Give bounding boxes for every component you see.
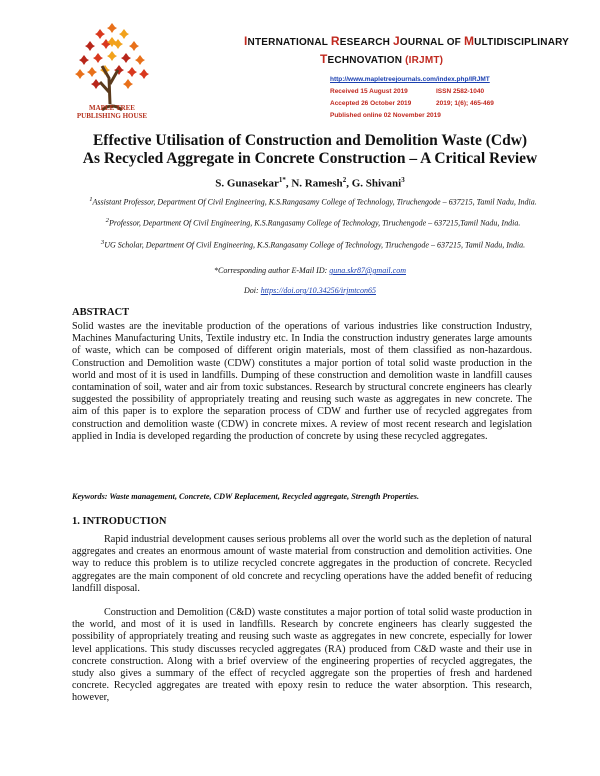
maple-leaf-icon — [107, 51, 117, 61]
maple-leaf-icon — [127, 67, 137, 77]
maple-leaf-icon — [85, 41, 95, 51]
author-separator: , — [346, 177, 352, 190]
author-name: G. Shivani — [351, 177, 402, 190]
maple-leaf-icon — [119, 29, 129, 39]
maple-leaf-icon — [123, 79, 133, 89]
maple-leaf-icon — [95, 29, 105, 39]
doi-label: Doi: — [244, 286, 261, 295]
paper-title — [40, 132, 580, 168]
affiliation-3-marker: 3 — [100, 239, 105, 246]
doi — [40, 286, 580, 295]
maple-leaf-icon — [135, 55, 145, 65]
abstract-heading: ABSTRACT — [72, 307, 130, 318]
journal-name-line1 — [244, 34, 569, 48]
abstract-text: Solid wastes are the inevitable production of the operations of various industries like construction Industry, Machines Manufacturing Units, Textile industry etc. In India the construction industry generates large amounts of waste, which can be composed of different origin materials, most of them classified as non-hazardous. Construction and Demolition waste (CDW) constitutes a major portion of total solid waste production in the world and most of it is used in landfills. Dumping of these construction and demolition waste in landfill causes contamination of soil, water and air from toxic substances. Research by structural concrete engineers has clearly suggested the possibility of appropriately treating and reusing such waste as aggregates in new concrete. The aim of this paper is to explore the separation process of CDW and further use of recycled aggregates from construction and demolition waste (CDW) in concrete mixes. A review of most recent research and legislation applied in India is developed regarding the production of concrete by using these recycled aggregates. — [72, 321, 532, 442]
author-marker: 2 — [342, 176, 347, 184]
introduction-paragraph-1: Rapid industrial development causes serious problems all over the world such as the depletion of natural aggregates and creates an enormous amount of waste material from construction and demolition activities. One way to reduce this problem is to utilize recycled concrete aggregates in the production of concrete. Recycled aggregates are the main component of old concrete and recycling operations have the added benefit of reducing landfill disposal. — [72, 534, 532, 594]
affiliation-3-text: UG Scholar, Department Of Civil Engineering, K.S.Rangasamy College of Technology, Tiruchengode – 637215, Tamil Nadu, India. — [104, 240, 526, 250]
paper-title-line1: Effective Utilisation of Construction and Demolition Waste (Cdw) — [92, 132, 528, 149]
author-name: S. Gunasekar — [215, 177, 279, 190]
author-list — [40, 176, 580, 190]
publisher-name — [62, 104, 162, 120]
journal-word-rest: ESEARCH — [339, 37, 394, 48]
published-date: Published online 02 November 2019 — [330, 112, 441, 119]
introduction-heading: 1. INTRODUCTION — [72, 516, 167, 527]
doi-link[interactable]: https://doi.org/10.34256/irjmtcon65 — [260, 286, 376, 295]
journal-line2-rest: ECHNOVATION — [327, 55, 406, 66]
affiliation-1-text: Assistant Professor, Department Of Civil Engineering, K.S.Rangasamy College of Technology, Tiruchengode – 637215, Tamil Nadu, India. — [92, 197, 537, 207]
journal-word-rest: OURNAL OF — [399, 37, 464, 48]
journal-word-rest: ULTIDISCIPLINARY — [474, 37, 570, 48]
maple-leaf-icon — [107, 23, 117, 33]
affiliation-1 — [78, 195, 548, 208]
keywords: Keywords: Waste management, Concrete, CDW Replacement, Recycled aggregate, Strength Properties. — [72, 492, 420, 501]
journal-name-line2 — [320, 52, 443, 66]
received-date: Received 15 August 2019 — [330, 88, 408, 95]
introduction-paragraph-2: Construction and Demolition (C&D) waste constitutes a major portion of total solid waste production in the world, and most of it is used in landfills. Research by concrete engineers has clearly suggested the possibility of appropriately treating and reusing such waste as aggregates in new concrete, especially for lower level applications. This study discusses recycled aggregates (RA) produced from C&D waste and their use in concrete construction. Along with a brief overview of the engineering properties of recycled aggregates, the study also gives a summary of the effect of recycled aggregate son the properties of fresh and hardened concrete. Recycled aggregates are treated with epoxy resin to reduce the water absorption. This research, however, — [72, 607, 532, 704]
affiliation-2-text: Professor, Department Of Civil Engineering, K.S.Rangasamy College of Technology, Tiruchengode – 637215,Tamil Nadu, India. — [109, 218, 521, 228]
paper-title-line2: As Recycled Aggregate in Concrete Construction – A Critical Review — [82, 150, 538, 167]
author-name: N. Ramesh — [291, 177, 343, 190]
affiliation-2 — [78, 216, 548, 229]
maple-leaf-icon — [121, 53, 131, 63]
journal-word-initial: M — [463, 34, 475, 48]
publisher-name-line1: MAPLE TREE — [89, 104, 135, 112]
journal-line2-initial: T — [320, 52, 328, 66]
journal-word-rest: NTERNATIONAL — [247, 37, 331, 48]
issn: ISSN 2582-1040 — [436, 88, 485, 95]
journal-word-initial: J — [393, 34, 400, 48]
maple-leaf-icon — [91, 79, 101, 89]
author-separator: , — [285, 177, 292, 190]
maple-leaf-icon — [93, 53, 103, 63]
maple-leaf-icon — [139, 69, 149, 79]
corresponding-email-link[interactable]: guna.skr87@gmail.com — [329, 266, 406, 275]
affiliation-2-marker: 2 — [105, 217, 109, 224]
maple-leaf-icon — [87, 67, 97, 77]
maple-leaf-icon — [129, 41, 139, 51]
volume-info: 2019; 1(6); 465-469 — [436, 100, 494, 107]
affiliation-3 — [78, 238, 548, 251]
journal-word-initial: I — [244, 34, 248, 48]
maple-leaf-icon — [79, 55, 89, 65]
maple-leaf-icon — [75, 69, 85, 79]
publisher-name-line2: PUBLISHING HOUSE — [76, 112, 148, 120]
corresponding-label: *Corresponding author E-Mail ID: — [214, 266, 330, 275]
corresponding-author — [40, 266, 580, 275]
journal-word-initial: R — [330, 34, 340, 48]
author-marker: 3 — [401, 176, 405, 184]
affiliation-1-marker: 1 — [89, 196, 93, 203]
author-marker: 1* — [278, 176, 286, 184]
journal-abbreviation: (IRJMT) — [405, 55, 444, 66]
accepted-date: Accepted 26 October 2019 — [330, 100, 412, 107]
article-metadata — [330, 74, 494, 122]
journal-url-link[interactable]: http://www.mapletreejournals.com/index.php/IRJMT — [330, 76, 490, 83]
